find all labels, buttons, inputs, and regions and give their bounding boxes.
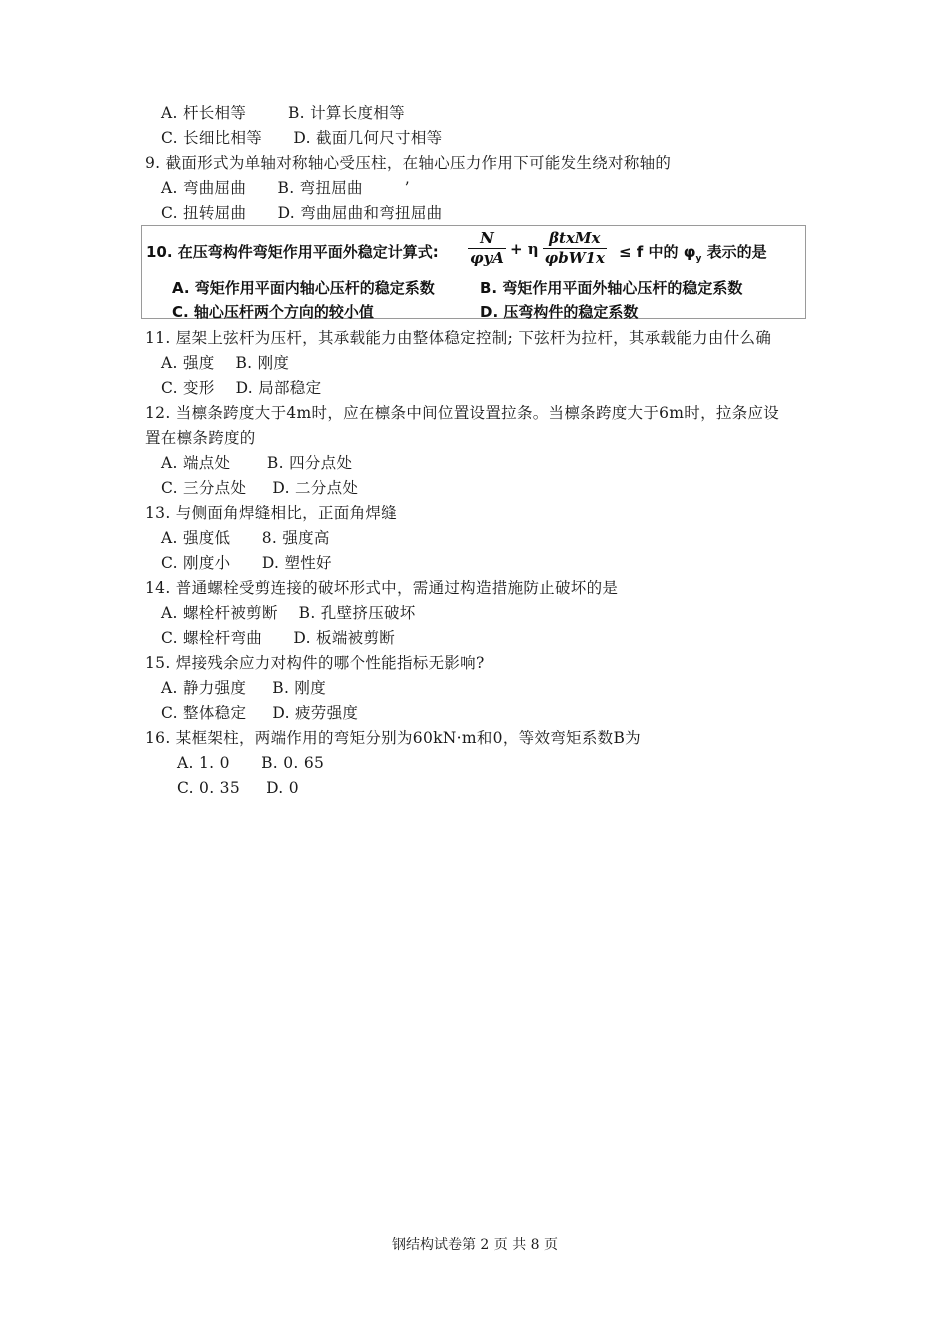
page-footer: 钢结构试卷第 2 页 共 8 页 [391, 1237, 559, 1253]
formula-phi-w: φbW1x [544, 249, 605, 267]
q13-stem: 13. 与侧面角焊缝相比，正面角焊缝 [145, 504, 397, 522]
q15-options-cd: C. 整体稳定 D. 疲劳强度 [161, 704, 359, 722]
q13-options-ab: A. 强度低 8. 强度高 [161, 529, 330, 547]
q14-options-cd: C. 螺栓杆弯曲 D. 板端被剪断 [161, 629, 396, 647]
q10-option-a: A. 弯矩作用平面内轴心压杆的稳定系数 [172, 279, 435, 297]
q10-tail-end: 表示的是 [701, 243, 767, 261]
q9-options-cd: C. 扭转屈曲 D. 弯曲屈曲和弯扭屈曲 [161, 204, 443, 222]
q16-options-ab: A. 1. 0 B. 0. 65 [177, 754, 325, 772]
q14-stem: 14. 普通螺栓受剪连接的破坏形式中，需通过构造措施防止破坏的是 [145, 579, 619, 597]
q10-tail-sub: y [695, 254, 702, 264]
q14-options-ab: A. 螺栓杆被剪断 B. 孔壁挤压破坏 [161, 604, 416, 622]
q10-option-b: B. 弯矩作用平面外轴心压杆的稳定系数 [480, 279, 743, 297]
q9-stem: 9. 截面形式为单轴对称轴心受压柱，在轴心压力作用下可能发生绕对称轴的 [145, 154, 672, 172]
q10-formula [468, 229, 607, 277]
q12-options-ab: A. 端点处 B. 四分点处 [161, 454, 353, 472]
formula-plus-eta: + η [509, 239, 539, 258]
formula-fraction-2 [543, 229, 607, 268]
q12-options-cd: C. 三分点处 D. 二分点处 [161, 479, 359, 497]
q10-tail [619, 241, 767, 264]
q9-options-ab: A. 弯曲屈曲 B. 弯扭屈曲 ’ [161, 179, 410, 197]
q8-options-ab: A. 杆长相等 B. 计算长度相等 [161, 104, 405, 122]
q11-options-ab: A. 强度 B. 刚度 [161, 354, 290, 372]
q15-stem: 15. 焊接残余应力对构件的哪个性能指标无影响? [145, 654, 485, 672]
q11-stem: 11. 屋架上弦杆为压杆，其承载能力由整体稳定控制; 下弦杆为拉杆，其承载能力由什么确 [145, 329, 772, 347]
formula-fraction-1 [468, 229, 506, 268]
q16-stem: 16. 某框架柱，两端作用的弯矩分别为60kN·m和0，等效弯矩系数B为 [145, 729, 641, 747]
q13-options-cd: C. 刚度小 D. 塑性好 [161, 554, 332, 572]
formula-beta-m: βtxMx [543, 229, 607, 249]
q15-options-ab: A. 静力强度 B. 刚度 [161, 679, 327, 697]
q10-image-block [141, 225, 806, 319]
q12-stem: 12. 当檩条跨度大于4m时，应在檩条中间位置设置拉条。当檩条跨度大于6m时，拉条应设 [145, 404, 780, 422]
formula-phi-a: φyA [470, 249, 504, 267]
q12-stem-cont: 置在檩条跨度的 [145, 429, 256, 447]
q10-option-c: C. 轴心压杆两个方向的较小值 [172, 303, 374, 321]
q10-option-d: D. 压弯构件的稳定系数 [480, 303, 639, 321]
q10-stem: 10. 在压弯构件弯矩作用平面外稳定计算式: [146, 243, 439, 261]
q11-options-cd: C. 变形 D. 局部稳定 [161, 379, 322, 397]
formula-n: N [468, 229, 506, 249]
q8-options-cd: C. 长细比相等 D. 截面几何尺寸相等 [161, 129, 443, 147]
q16-options-cd: C. 0. 35 D. 0 [177, 779, 299, 797]
q10-tail-text: ≤ f 中的 φ [619, 243, 696, 261]
